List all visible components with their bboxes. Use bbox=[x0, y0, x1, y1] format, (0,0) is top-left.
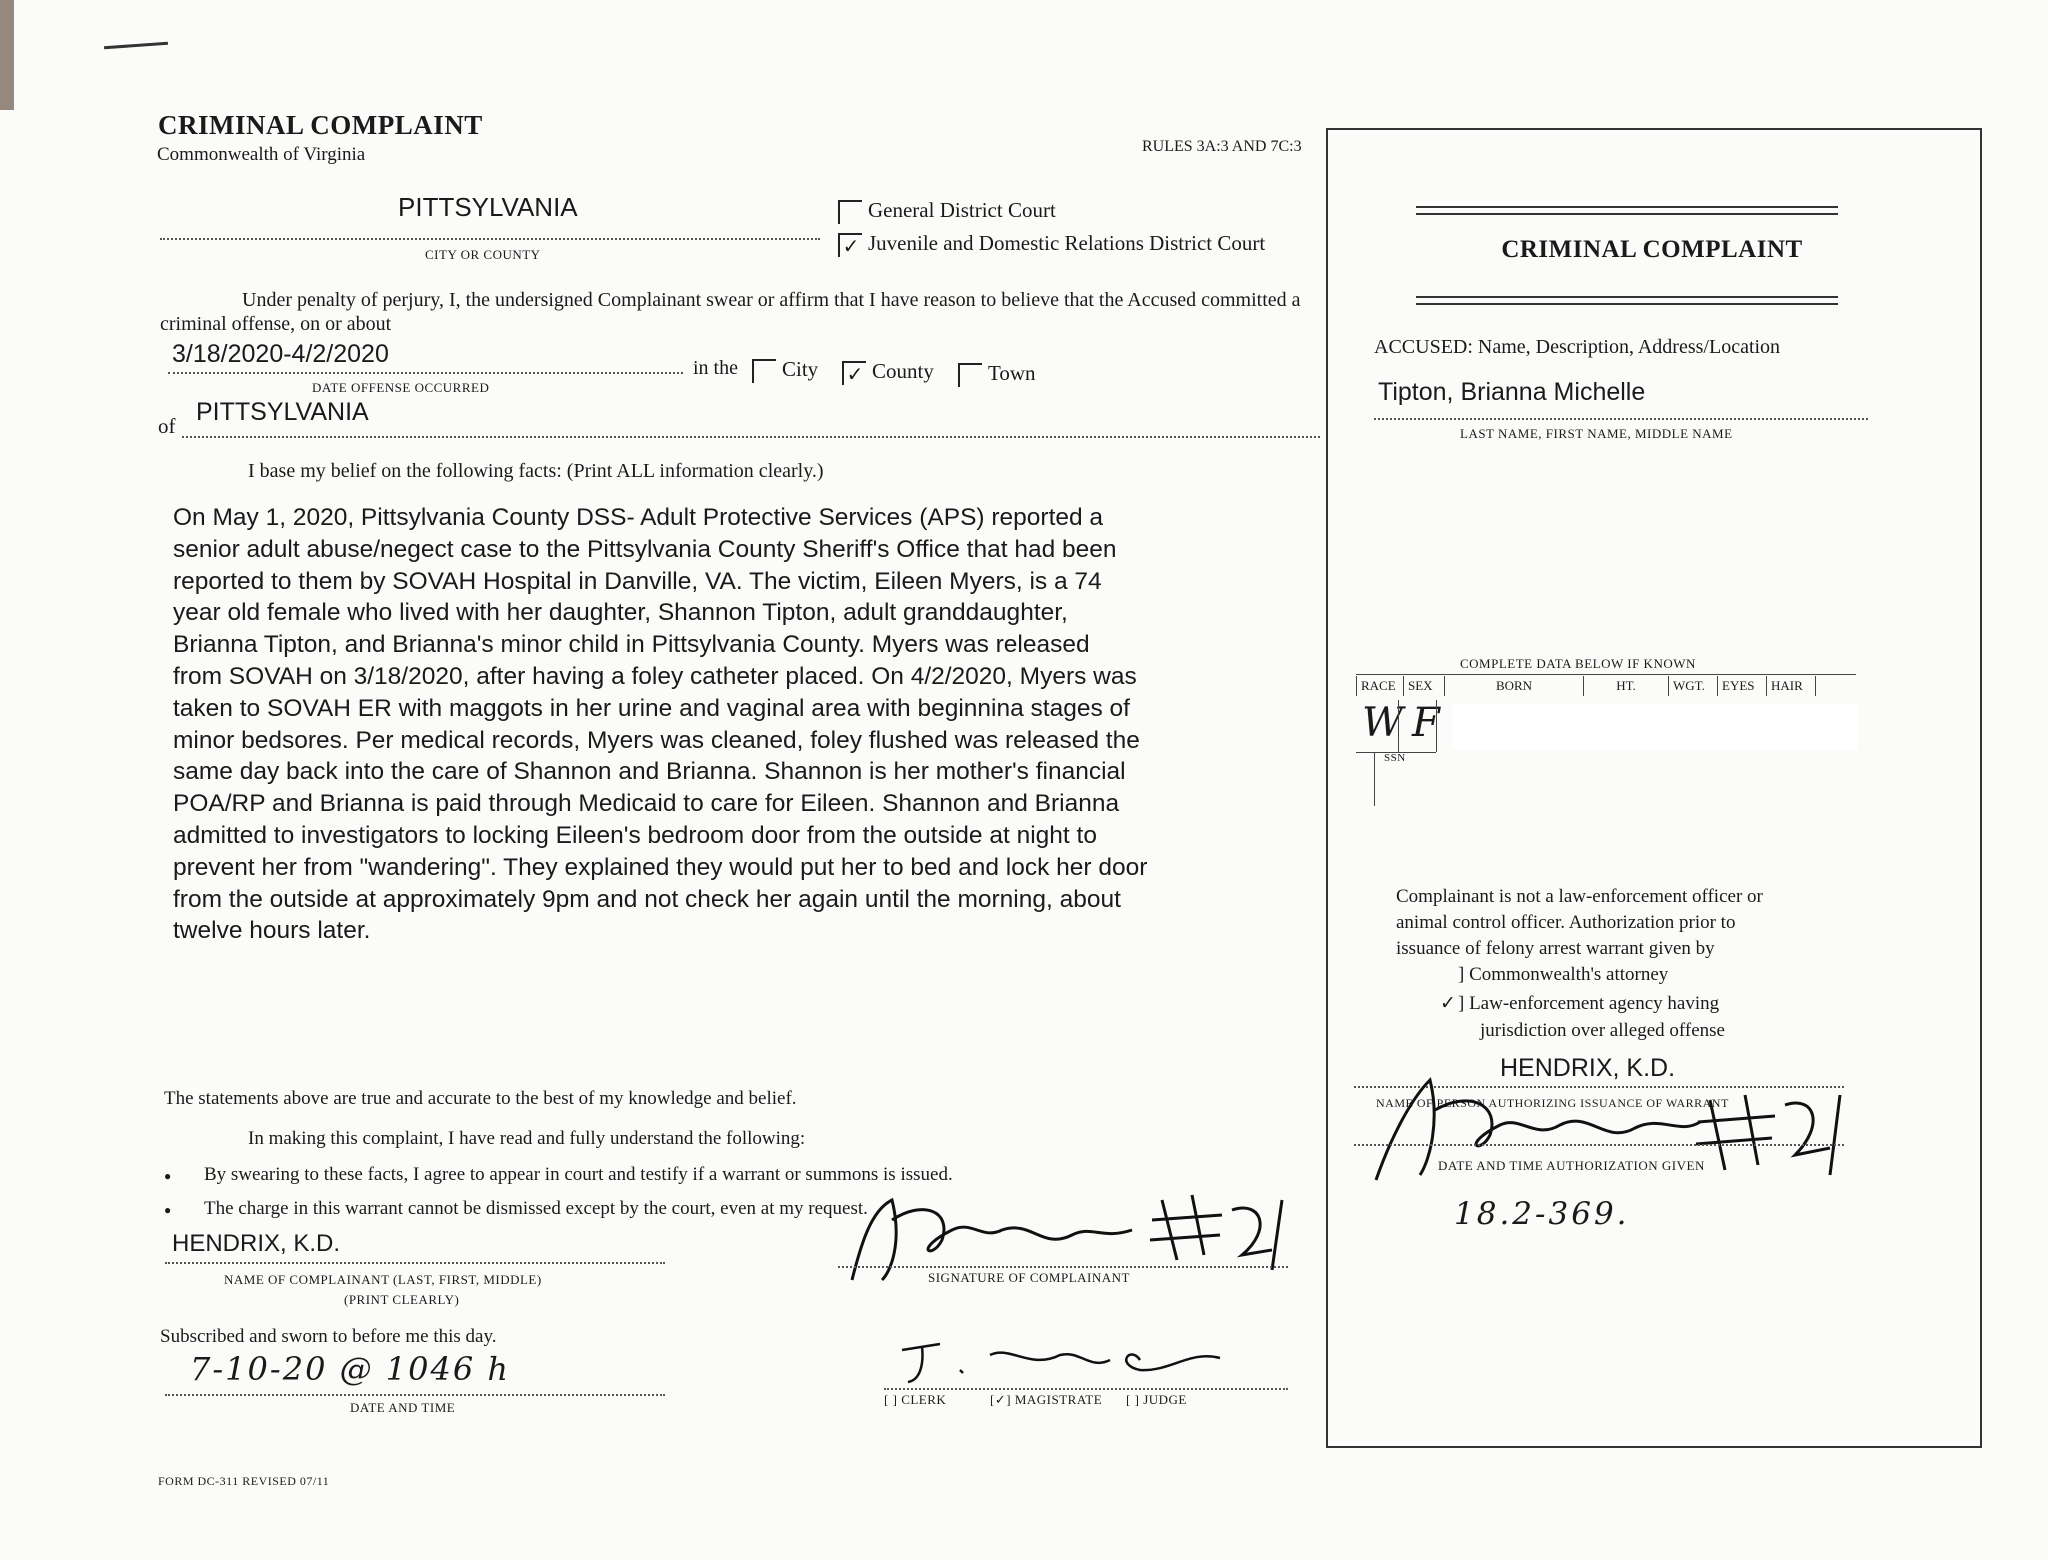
court-option-label: Juvenile and Domestic Relations District Court bbox=[868, 231, 1266, 255]
data-table-top bbox=[1356, 674, 1856, 675]
understand-statement: In making this complaint, I have read and fully understand the following: bbox=[248, 1128, 806, 1149]
note-line: animal control officer. Authorization prior to bbox=[1396, 912, 1736, 933]
accused-name: Tipton, Brianna Michelle bbox=[1378, 378, 1646, 406]
col-ht: HT. bbox=[1584, 676, 1669, 696]
race-value: W bbox=[1362, 700, 1404, 746]
locality-option-label: City bbox=[782, 357, 819, 381]
officer-role-label: CLERK bbox=[901, 1392, 947, 1407]
facts-line: twelve hours later. bbox=[173, 917, 371, 945]
officer-role-label: JUDGE bbox=[1143, 1392, 1187, 1407]
court-option-juvenile[interactable] bbox=[838, 231, 1265, 257]
date-time-label: DATE AND TIME bbox=[350, 1400, 456, 1415]
locality-option-city[interactable] bbox=[752, 357, 818, 383]
facts-text bbox=[173, 502, 1353, 947]
rules-reference: RULES 3A:3 AND 7C:3 bbox=[1142, 138, 1302, 155]
court-option-label: General District Court bbox=[868, 198, 1056, 222]
magistrate-line bbox=[884, 1388, 1288, 1390]
facts-intro: I base my belief on the following facts: (Print ALL information clearly.) bbox=[248, 460, 824, 482]
complainant-line bbox=[165, 1256, 665, 1264]
facts-line: taken to SOVAH ER with maggots in her urine and vaginal area with beginnina stages of bbox=[173, 694, 1130, 722]
facts-line: On May 1, 2020, Pittsylvania County DSS- Adult Protective Services (APS) reported a bbox=[173, 504, 1104, 531]
locality-checkbox[interactable] bbox=[752, 359, 776, 383]
auth-option-label: Commonwealth's attorney bbox=[1469, 964, 1669, 985]
col-race: RACE bbox=[1357, 676, 1404, 696]
date-time-line bbox=[165, 1388, 665, 1396]
complainant-label: NAME OF COMPLAINANT (LAST, FIRST, MIDDLE) bbox=[224, 1272, 542, 1287]
form-title: CRIMINAL COMPLAINT bbox=[158, 110, 483, 140]
summary-panel bbox=[1326, 128, 1982, 1448]
panel-title: CRIMINAL COMPLAINT bbox=[1501, 236, 1803, 263]
ssn-label: SSN bbox=[1384, 752, 1406, 764]
officer-role-checkbox[interactable] bbox=[1131, 1392, 1135, 1407]
case-number: 18.2-369. bbox=[1454, 1196, 1630, 1232]
bullet-charge-dismissal: ● The charge in this warrant cannot be dismissed except by the court, even at my request. bbox=[204, 1198, 868, 1220]
form-subtitle: Commonwealth of Virginia bbox=[157, 144, 366, 165]
complainant-note bbox=[1396, 884, 1763, 962]
magistrate-signature bbox=[890, 1330, 1230, 1390]
date-offense-value: 3/18/2020-4/2/2020 bbox=[172, 340, 389, 368]
form-number: FORM DC-311 REVISED 07/11 bbox=[158, 1474, 330, 1488]
authorization-time-label: DATE AND TIME AUTHORIZATION GIVEN bbox=[1438, 1158, 1705, 1173]
auth-option-label: Law-enforcement agency having bbox=[1469, 993, 1720, 1014]
sex-born-divider bbox=[1436, 700, 1437, 752]
date-offense-label: DATE OFFENSE OCCURRED bbox=[312, 380, 490, 395]
col-sex: SEX bbox=[1404, 676, 1445, 696]
date-time-handwritten: 7-10-20 @ 1046 h bbox=[190, 1350, 510, 1388]
ssn-border bbox=[1374, 752, 1375, 806]
scan-pen-mark bbox=[104, 42, 168, 49]
signature-line bbox=[838, 1266, 1288, 1268]
facts-line: reported to them by SOVAH Hospital in Danville, VA. The victim, Eileen Myers, is a 74 bbox=[173, 567, 1102, 595]
panel-rule-top bbox=[1416, 206, 1838, 215]
of-label: of bbox=[158, 414, 176, 438]
note-line: issuance of felony arrest warrant given by bbox=[1396, 938, 1715, 959]
court-checkbox[interactable] bbox=[838, 200, 862, 224]
facts-line: from SOVAH on 3/18/2020, after having a foley catheter placed. On 4/2/2020, Myers was bbox=[173, 662, 1137, 690]
accused-name-line bbox=[1374, 412, 1868, 420]
locality-option-label: Town bbox=[988, 361, 1036, 385]
accused-data-table bbox=[1356, 676, 1816, 696]
facts-line: POA/RP and Brianna is paid through Medicaid to care for Eileen. Shannon and Brianna bbox=[173, 790, 1120, 818]
jurisdiction-line: jurisdiction over alleged offense bbox=[1480, 1020, 1725, 1041]
officer-role-clerk[interactable]: [ ] CLERK bbox=[884, 1392, 947, 1407]
data-heading: COMPLETE DATA BELOW IF KNOWN bbox=[1460, 656, 1696, 671]
true-statement: The statements above are true and accurate to the best of my knowledge and belief. bbox=[164, 1088, 797, 1109]
locality-option-town[interactable] bbox=[958, 361, 1036, 387]
panel-rule-bottom bbox=[1416, 296, 1838, 305]
court-option-general-district[interactable] bbox=[838, 198, 1056, 224]
officer-role-checkbox[interactable] bbox=[889, 1392, 893, 1407]
auth-checkbox[interactable]: ✓ bbox=[1440, 993, 1456, 1014]
city-county-value: PITTSYLVANIA bbox=[398, 192, 578, 222]
date-offense-line bbox=[168, 366, 683, 374]
race-sex-divider bbox=[1398, 700, 1399, 752]
complainant-label-print: (PRINT CLEARLY) bbox=[344, 1292, 460, 1307]
col-eyes: EYES bbox=[1718, 676, 1767, 696]
authorizer-name: HENDRIX, K.D. bbox=[1500, 1054, 1676, 1082]
facts-line: admitted to investigators to locking Eileen's bedroom door from the outside at night to bbox=[173, 821, 1097, 849]
complainant-name: HENDRIX, K.D. bbox=[172, 1230, 341, 1257]
city-county-line bbox=[160, 228, 820, 240]
sex-value: F bbox=[1412, 700, 1440, 746]
locality-option-label: County bbox=[872, 359, 934, 383]
col-born: BORN bbox=[1445, 676, 1584, 696]
redacted-area bbox=[1452, 704, 1858, 750]
col-hair: HAIR bbox=[1767, 676, 1816, 696]
signature-label: SIGNATURE OF COMPLAINANT bbox=[928, 1270, 1130, 1285]
locality-option-county[interactable] bbox=[842, 359, 934, 385]
facts-line: prevent her from "wandering". They explained they would put her to bed and lock her door bbox=[173, 853, 1148, 881]
perjury-statement: Under penalty of perjury, I, the undersigned Complainant swear or affirm that I have reason to believe that the Accused committed a criminal offense, on or about bbox=[160, 289, 1301, 335]
of-line bbox=[182, 430, 1320, 438]
auth-option-commonwealth[interactable]: ] Commonwealth's attorney bbox=[1458, 964, 1669, 985]
note-line: Complainant is not a law-enforcement officer or bbox=[1396, 886, 1763, 907]
facts-line: senior adult abuse/negect case to the Pittsylvania County Sheriff's Office that had been bbox=[173, 535, 1117, 563]
scan-edge-shadow bbox=[0, 0, 14, 110]
facts-line: Brianna Tipton, and Brianna's minor child in Pittsylvania County. Myers was released bbox=[173, 631, 1090, 659]
facts-line: from the outside at approximately 9pm and not check her again until the morning, about bbox=[173, 885, 1121, 913]
officer-role-checkbox[interactable]: ✓ bbox=[994, 1392, 1007, 1407]
officer-role-label: MAGISTRATE bbox=[1014, 1392, 1103, 1407]
accused-label: ACCUSED: Name, Description, Address/Location bbox=[1374, 336, 1781, 358]
facts-line: same day back into the care of Shannon and Brianna. Shannon is her mother's financial bbox=[173, 758, 1126, 786]
city-county-label: CITY OR COUNTY bbox=[425, 247, 541, 262]
locality-checkbox[interactable] bbox=[958, 363, 982, 387]
officer-role-judge[interactable]: [ ] JUDGE bbox=[1126, 1392, 1187, 1407]
facts-line: year old female who lived with her daughter, Shannon Tipton, adult granddaughter, bbox=[173, 599, 1068, 627]
facts-line: minor bedsores. Per medical records, Myers was cleaned, foley flushed was released the bbox=[173, 726, 1140, 754]
bullet-appear-in-court: ● By swearing to these facts, I agree to appear in court and testify if a warrant or summons is issued. bbox=[204, 1164, 953, 1186]
of-value: PITTSYLVANIA bbox=[196, 398, 369, 426]
subscribed-statement: Subscribed and sworn to before me this day. bbox=[160, 1326, 497, 1347]
officer-role-magistrate[interactable]: [✓] MAGISTRATE bbox=[990, 1392, 1103, 1407]
authorization-time-line bbox=[1354, 1144, 1844, 1146]
locality-checkbox[interactable]: ✓ bbox=[842, 361, 866, 385]
court-checkbox[interactable]: ✓ bbox=[838, 233, 862, 257]
authorizer-label: NAME OF PERSON AUTHORIZING ISSUANCE OF WARRANT bbox=[1376, 1096, 1729, 1110]
in-the-label: in the bbox=[693, 357, 738, 379]
col-wgt: WGT. bbox=[1669, 676, 1718, 696]
auth-option-law-enforcement[interactable]: ✓ ] Law-enforcement agency having bbox=[1440, 993, 1720, 1014]
accused-name-label: LAST NAME, FIRST NAME, MIDDLE NAME bbox=[1460, 426, 1733, 441]
